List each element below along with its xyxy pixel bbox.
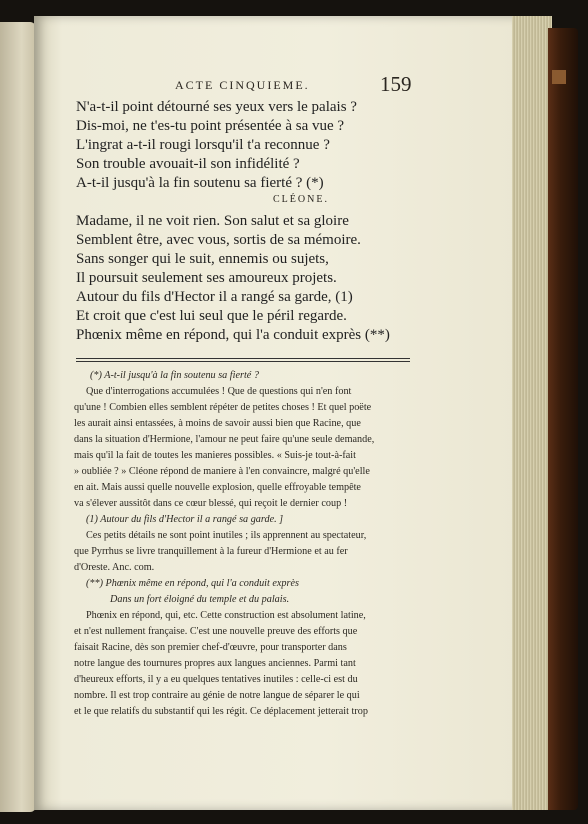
footnote-line: d'Oreste. Anc. com.: [74, 562, 155, 573]
footnote-line: Phœnix en répond, qui, etc. Cette construction est absolument latine,: [86, 610, 366, 621]
footnote-line: dans la situation d'Hermione, l'amour ne peut faire qu'une seule demande,: [74, 434, 375, 445]
left-page-edge: [0, 22, 36, 812]
verse-line: Il poursuit seulement ses amoureux projets.: [76, 270, 337, 286]
footnote-rule: [76, 358, 410, 362]
footnote-line: Dans un fort éloigné du temple et du palais.: [110, 594, 290, 605]
footnote-line: qu'une ! Combien elles semblent répéter de petites choses ! Et quel poëte: [74, 402, 372, 413]
footnote-line: d'heureux efforts, il y a eu quelques tentatives inutiles : celle-ci est du: [74, 674, 358, 685]
footnote-line: va s'élever aussitôt dans ce cœur blessé, qui reçoit le dernier coup !: [74, 498, 348, 509]
footnote-line: en ait. Mais aussi quelle nouvelle explosion, quelle effroyable tempête: [74, 482, 361, 493]
page-number: 159: [380, 72, 412, 96]
verse-line: Son trouble avouait-il son infidélité ?: [76, 156, 300, 172]
page-edges: [512, 16, 552, 810]
footnote-line: et le que relatifs du substantif qui les régit. Ce déplacement jetterait trop: [74, 706, 368, 717]
speaker-name: CLÉONE.: [273, 194, 329, 205]
footnote-line: mais qu'il la fait de toutes les manieres possibles. « Suis-je tout-à-fait: [74, 450, 356, 461]
verse-line: N'a-t-il point détourné ses yeux vers le palais ?: [76, 99, 357, 115]
footnote-line: notre langue des tournures propres aux langues anciennes. Parmi tant: [74, 658, 356, 669]
verse-line: Autour du fils d'Hector il a rangé sa garde, (1): [76, 289, 353, 305]
verse-line: L'ingrat a-t-il rougi lorsqu'il t'a reconnue ?: [76, 137, 330, 153]
verse-line: Sans songer qui le suit, ennemis ou sujets,: [76, 251, 329, 267]
cover-band: [552, 70, 566, 84]
footnote-line: que Pyrrhus se livre tranquillement à la fureur d'Hermione et au fer: [74, 546, 348, 557]
verse-line: Madame, il ne voit rien. Son salut et sa gloire: [76, 213, 349, 229]
running-head: ACTE CINQUIEME.: [175, 78, 310, 92]
footnote-line: les aurait ainsi entassées, à moins de savoir aussi bien que Racine, que: [74, 418, 361, 429]
book-cover-edge: [548, 28, 578, 810]
verse-line: Semblent être, avec vous, sortis de sa mémoire.: [76, 232, 361, 248]
footnote-line: Que d'interrogations accumulées ! Que de questions qui n'en font: [86, 386, 352, 397]
footnote-line: » oubliée ? » Cléone répond de maniere à l'en convaincre, malgré qu'elle: [74, 466, 370, 477]
verse-line: A-t-il jusqu'à la fin soutenu sa fierté ? (*): [76, 175, 324, 191]
footnote-line: Ces petits détails ne sont point inutiles ; ils apprennent au spectateur,: [86, 530, 367, 541]
footnote-line: (**) Phœnix même en répond, qui l'a conduit exprès: [86, 578, 299, 589]
verse-line: Dis-moi, ne t'es-tu point présentée à sa vue ?: [76, 118, 345, 134]
footnote-line: (1) Autour du fils d'Hector il a rangé sa garde. ]: [86, 514, 284, 525]
verse-line: Phœnix même en répond, qui l'a conduit exprès (**): [76, 327, 390, 343]
verse-line: Et croit que c'est lui seul que le péril regarde.: [76, 308, 347, 324]
footnote-line: (*) A-t-il jusqu'à la fin soutenu sa fierté ?: [90, 370, 259, 381]
footnote-line: et n'est nullement française. C'est une nouvelle preuve des efforts que: [74, 626, 358, 637]
footnote-line: faisait Racine, dès son premier chef-d'œuvre, pour transporter dans: [74, 642, 347, 653]
footnote-line: nombre. Il est trop contraire au génie de notre langue de séparer le qui: [74, 690, 360, 701]
